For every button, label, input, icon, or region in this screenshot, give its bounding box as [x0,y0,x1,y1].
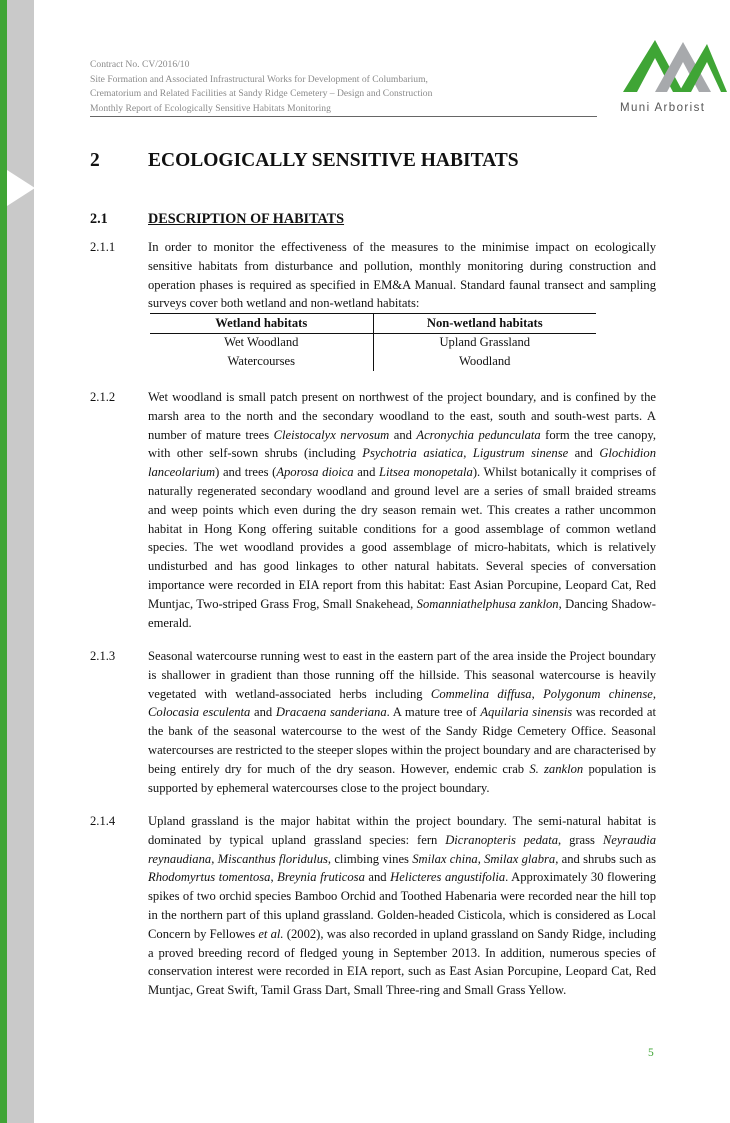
paragraph-number: 2.1.2 [90,390,116,404]
header-divider [90,116,597,117]
paragraph-2-1-2 [90,388,656,632]
paragraph-text: Seasonal watercourse running west to east in the eastern part of the area inside the Project boundary is shallower in gradient than those running off the hillside. This seasonal watercourse is heavily vegetated with wetland-associated herbs including Commelina diffusa, Polygonum chinense, Colocasia esculenta and Dracaena sanderiana. A mature tree of Aquilaria sinensis was recorded at the bank of the seasonal watercourse to the west of the Sandy Ridge Cemetery Office. Seasonal watercourses are restricted to the steeper slopes within the project boundary and are characterised by being entirely dry for much of the dry season. However, endemic crab S. zanklon population is supported by ephemeral watercourses close to the project boundary. [148,649,656,795]
table-row [150,333,596,352]
report-header [90,58,596,116]
paragraph-2-1-4 [90,812,656,1000]
table-header-row [150,314,596,334]
paragraph-2-1-3 [90,647,656,797]
table-cell: Upland Grassland [439,335,531,350]
page-number: 5 [648,1047,654,1059]
section-number: 2 [90,150,100,171]
table-cell: Wet Woodland [150,333,373,352]
table-row [150,352,596,371]
paragraph-text: In order to monitor the effectiveness of the measures to the minimise impact on ecologically sensitive habitats from disturbance and pollution, monthly monitoring during construction and operation phases is required as specified in EM&A Manual. Standard faunal transect and sampling surveys cover both wetland and non-wetland habitats: [148,240,656,311]
logo-wordmark: Muni Arborist [620,102,706,114]
subsection-number: 2.1 [90,211,108,227]
page-edge-green-bar [0,0,7,1123]
paragraph-number: 2.1.4 [90,814,116,828]
paragraph-number: 2.1.3 [90,649,116,663]
paragraph-text: Upland grassland is the major habitat within the project boundary. The semi-natural habitat is dominated by typical upland grassland species: fern Dicranopteris pedata, grass Neyraudia reynaudiana, Miscanthus floridulus, climbing vines Smilax china, Smilax glabra, and shrubs such as Rhodomyrtus tomentosa, Breynia fruticosa and Helicteres angustifolia. Approximately 30 flowering spikes of two orchid species Bamboo Orchid and Toothed Habenaria were recorded near the hill top in the northern part of this upland grassland. Golden-headed Cisticola, which is considered as Local Concern by Fellowes et al. (2002), was also recorded in upland grassland on Sandy Ridge, including a proved breeding record of fledged young in September 2013. In addition, numerous species of conservation interest were recorded in EIA report, such as East Asian Porcupine, Leopard Cat, Red Muntjac, Great Swift, Tamil Grass Dart, Small Three-ring and Small Grass Yellow. [148,814,657,998]
paragraph-2-1-1 [90,238,656,313]
header-contract-no: Contract No. CV/2016/10 [90,59,190,70]
table-header-cell: Wetland habitats [150,314,373,334]
page-edge-arrow-notch [7,170,35,206]
table-cell: Woodland [459,353,511,368]
header-project-title-line-2: Crematorium and Related Facilities at Sandy Ridge Cemetery – Design and Construction [90,88,433,100]
paragraph-number: 2.1.1 [90,240,116,254]
paragraph-text: Wet woodland is small patch present on northwest of the project boundary, and is confined by the marsh area to the north and the secondary woodland to the east, south and south-west parts. A number of mature trees Cleistocalyx nervosum and Acronychia pedunculata form the tree canopy, with other self-sown shrubs (including Psychotria asiatica, Ligustrum sinense and Glochidion lanceolarium) and trees (Aporosa dioica and Litsea monopetala). Whilst botanically it comprises of naturally regenerated secondary woodland and ground level are a series of small braided streams and weep points which even during the dry season remain wet. This creates a rather uncommon habitat in Hong Kong offering suitable conditions for a good assemblage of common wetland species. The wet woodland provides a good assemblage of micro-habitats, which is relatively undisturbed and has good linkages to other natural habitats. Several species of conversation importance were recorded in EIA report from this habitat: East Asian Porcupine, Leopard Cat, Red Muntjac, Two-striped Grass Frog, Small Snakehead, Somanniathelphusa zanklon, Dancing Shadow-emerald. [148,390,657,630]
section-title: ECOLOGICALLY SENSITIVE HABITATS [148,150,519,171]
habitat-table [150,313,596,371]
table-cell: Watercourses [150,352,373,371]
page-edge-grey-bar [7,0,34,1123]
header-report-title: Monthly Report of Ecologically Sensitive Habitats Monitoring [90,102,331,114]
table-header-cell: Non-wetland habitats [373,314,596,334]
header-project-title-line-1: Site Formation and Associated Infrastructural Works for Development of Columbarium, [90,73,428,85]
subsection-title: DESCRIPTION OF HABITATS [148,211,345,227]
